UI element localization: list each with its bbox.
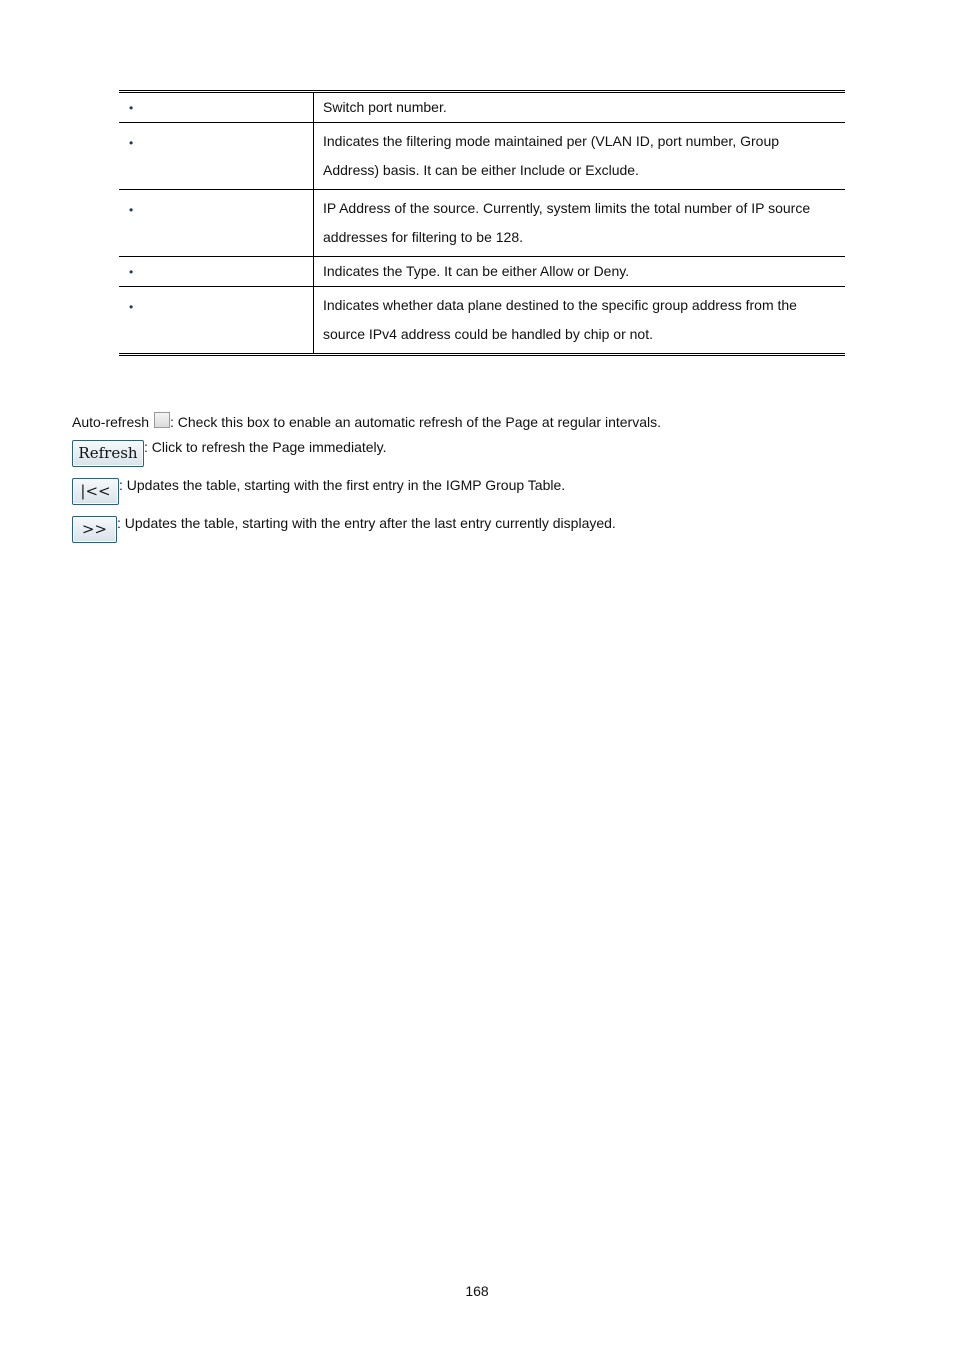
next-page-line	[72, 515, 616, 543]
bullet-icon: •	[129, 101, 134, 115]
description-cell: Indicates whether data plane destined to the specific group address from the source IPv4 address could be handled by chip or not.	[314, 287, 846, 355]
auto-refresh-line	[72, 412, 661, 430]
bullet-icon: •	[129, 136, 134, 150]
bullet-icon: •	[129, 265, 134, 279]
parameter-cell	[119, 257, 314, 287]
auto-refresh-label: Auto-refresh	[72, 414, 150, 430]
parameter-cell	[119, 92, 314, 123]
refresh-button[interactable]: Refresh	[72, 440, 144, 467]
parameter-cell	[119, 287, 314, 355]
description-cell: Switch port number.	[323, 99, 447, 115]
first-page-button[interactable]: |<<	[72, 478, 119, 505]
table-row	[119, 287, 845, 355]
table-row	[119, 123, 845, 190]
refresh-description: : Click to refresh the Page immediately.	[144, 439, 387, 455]
parameter-cell	[119, 190, 314, 257]
refresh-line	[72, 439, 387, 467]
next-page-button[interactable]: >>	[72, 516, 117, 543]
table-row	[119, 190, 845, 257]
bullet-icon: •	[129, 203, 134, 217]
first-page-description: : Updates the table, starting with the first entry in the IGMP Group Table.	[119, 477, 566, 493]
parameter-cell	[119, 123, 314, 190]
bullet-icon: •	[129, 300, 134, 314]
auto-refresh-description: : Check this box to enable an automatic refresh of the Page at regular intervals.	[169, 414, 661, 430]
next-page-description: : Updates the table, starting with the entry after the last entry currently displayed.	[117, 515, 616, 531]
page-number: 168	[465, 1283, 489, 1299]
parameter-table	[119, 90, 845, 356]
description-cell: IP Address of the source. Currently, system limits the total number of IP source addresses for filtering to be 128.	[314, 190, 846, 257]
auto-refresh-checkbox[interactable]	[154, 412, 170, 428]
table-row	[119, 92, 845, 123]
first-page-line	[72, 477, 565, 505]
description-cell: Indicates the Type. It can be either Allow or Deny.	[314, 257, 846, 287]
table-row	[119, 257, 845, 287]
description-cell: Indicates the filtering mode maintained per (VLAN ID, port number, Group Address) basis. It can be either Include or Exclude.	[314, 123, 846, 190]
